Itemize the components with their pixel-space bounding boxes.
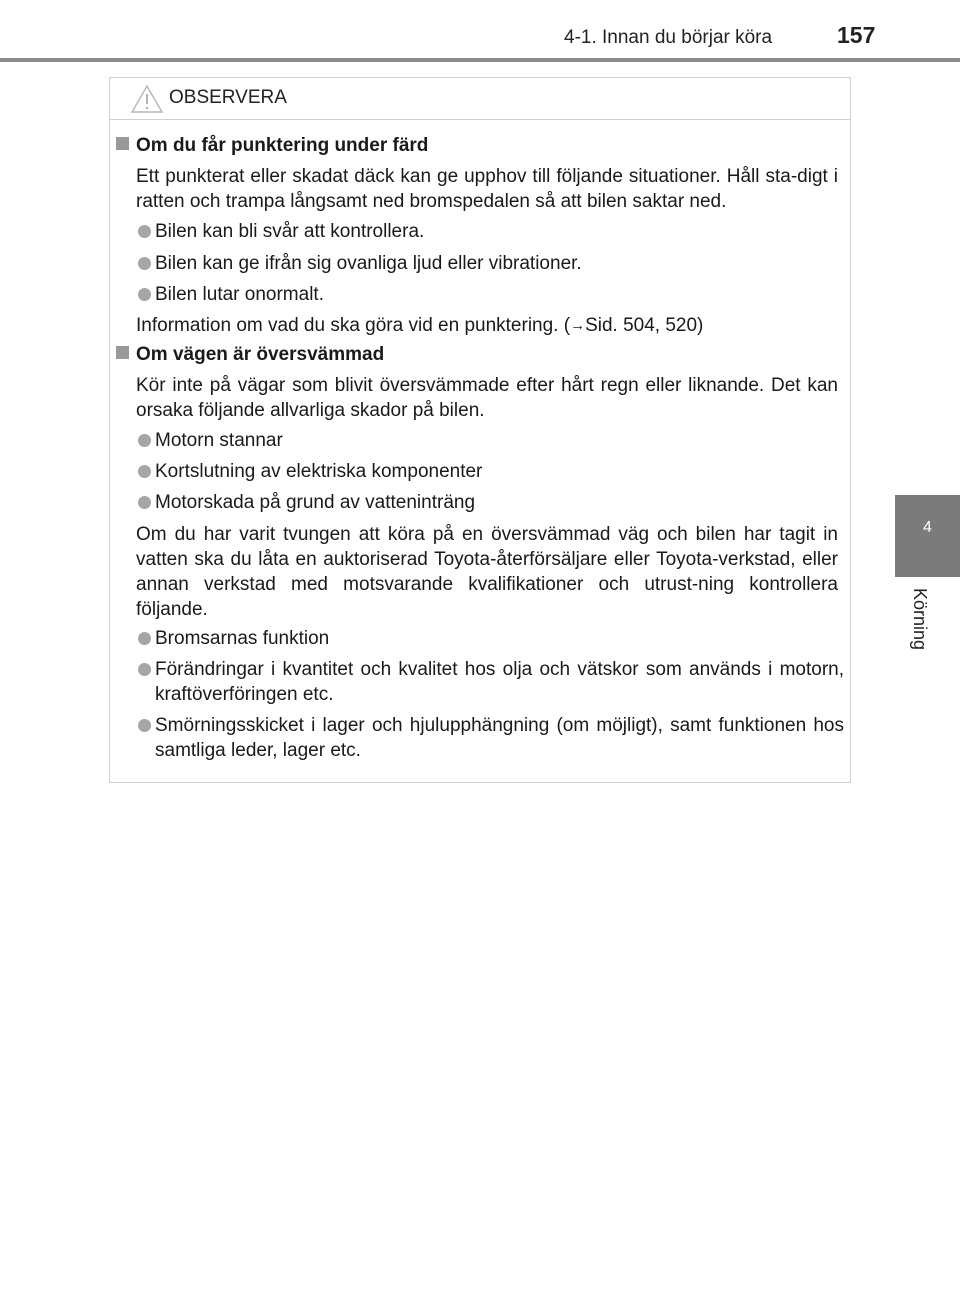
page-reference: Information om vad du ska göra vid en punktering. (→Sid. 504, 520) [136,315,704,336]
round-bullet-icon [138,225,151,238]
notice-header [110,78,850,120]
list-item: Motorn stannar [136,428,844,453]
round-bullet-icon [138,434,151,447]
round-bullet-icon [138,719,151,732]
section-intro-oversvammad: Kör inte på vägar som blivit översvämmade efter hårt regn eller liknande. Det kan orsaka följande allvarliga skador på bilen. [136,375,838,421]
round-bullet-icon [138,465,151,478]
section-middle-oversvammad: Om du har varit tvungen att köra på en översvämmad väg och bilen har tagit in vatten ska du låta en auktoriserad Toyota-återförsäljare eller Toyota-verkstad, eller annan verkstad med motsvarande kvalifikationer och utrust-ning kontrollera följande. [136,524,838,620]
notice-box [109,77,851,783]
chapter-tab-number: 4 [923,519,932,536]
warning-triangle-icon [130,84,164,114]
round-bullet-icon [138,257,151,270]
round-bullet-icon [138,663,151,676]
arrow-right-icon: → [570,317,586,334]
page-number: 157 [837,22,876,48]
chapter-tab [895,495,960,577]
section-heading-oversvammad: Om vägen är översvämmad [116,344,384,366]
chapter-title: 4-1. Innan du börjar köra [564,27,773,48]
section-intro-punktering: Ett punkterat eller skadat däck kan ge upphov till följande situationer. Håll sta-digt i ratten och trampa långsamt ned bromspedalen så att bilen saktar ned. [136,166,838,212]
square-bullet-icon [116,137,129,150]
section-heading-punktering: Om du får punktering under färd [116,135,428,157]
list-item: Bilen kan ge ifrån sig ovanliga ljud eller vibrationer. [136,251,844,276]
list-item: Bilen kan bli svår att kontrollera. [136,219,844,244]
round-bullet-icon [138,288,151,301]
list-item: Bilen lutar onormalt. [136,282,844,307]
round-bullet-icon [138,496,151,509]
list-item: Motorskada på grund av vatteninträng [136,490,844,515]
header-rule [0,58,960,62]
list-item: Kortslutning av elektriska komponenter [136,459,844,484]
list-item: Förändringar i kvantitet och kvalitet hos olja och vätskor som används i motorn, kraftöverföringen etc. [136,657,844,707]
notice-label: OBSERVERA [169,87,287,108]
chapter-tab-label: Körning [910,588,930,651]
round-bullet-icon [138,632,151,645]
square-bullet-icon [116,346,129,359]
list-item: Smörningsskicket i lager och hjulupphängning (om möjligt), samt funktionen hos samtliga leder, lager etc. [136,713,844,763]
list-item: Bromsarnas funktion [136,626,844,651]
